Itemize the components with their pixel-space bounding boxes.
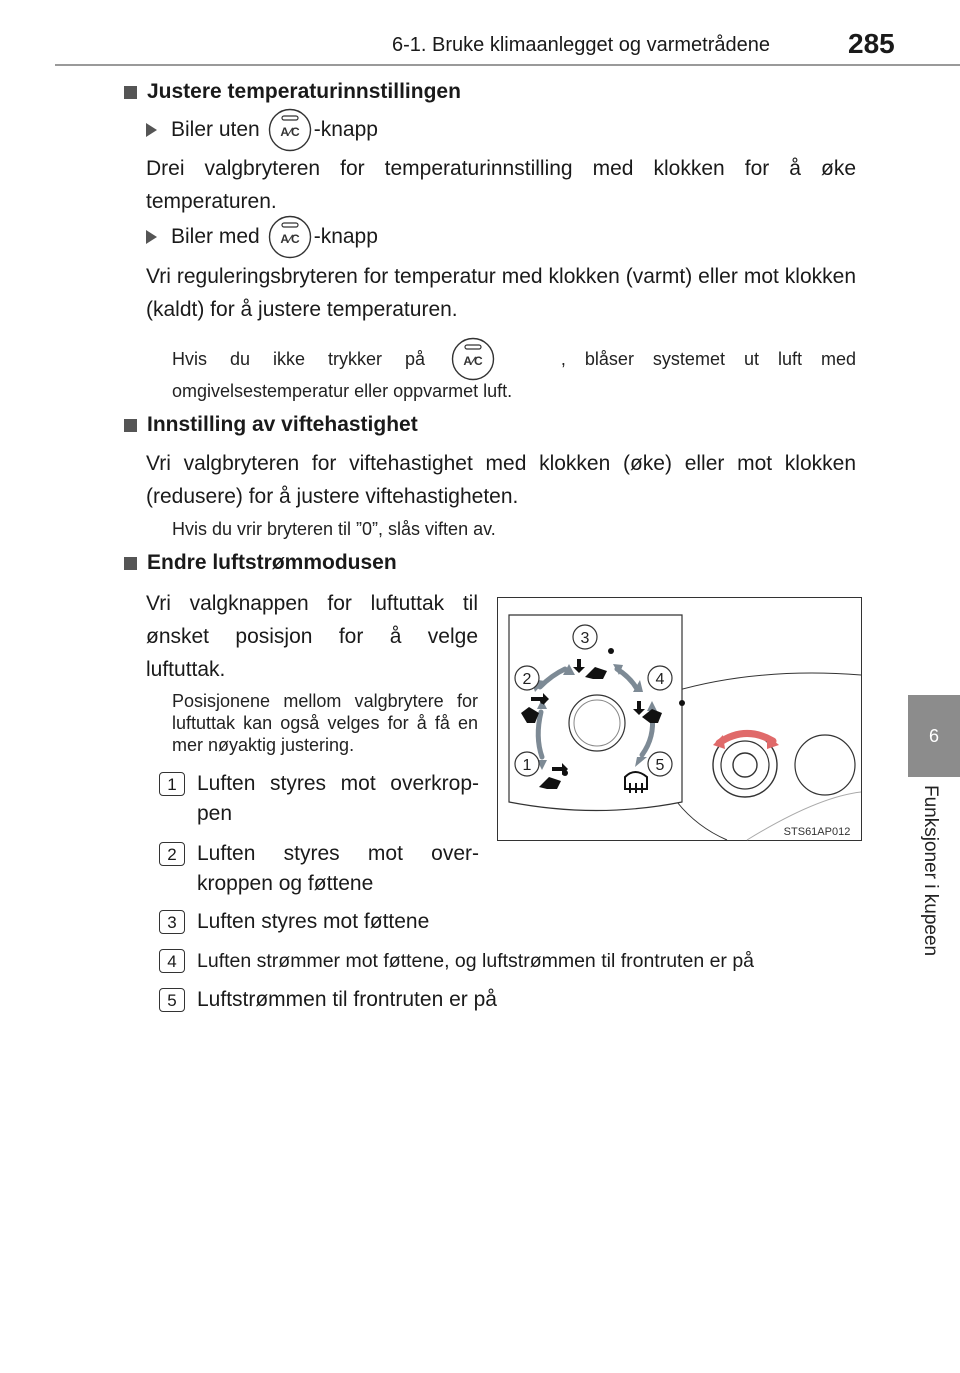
list-item xyxy=(159,907,499,937)
ac-button-icon xyxy=(451,337,495,381)
ac-button-icon xyxy=(268,108,312,152)
heading-fan: Innstilling av viftehastighet xyxy=(124,413,418,437)
item-text: Luftstrømmen til frontruten er på xyxy=(197,988,497,1011)
header-divider xyxy=(55,64,960,66)
svg-text:A∕C: A∕C xyxy=(280,232,300,246)
svg-text:A∕C: A∕C xyxy=(463,354,483,368)
list-item xyxy=(159,946,899,976)
triangle-bullet-icon xyxy=(146,230,157,244)
section-title: 6-1. Bruke klimaanlegget og varmetrådene xyxy=(392,34,770,56)
heading-airflow: Endre luftstrømmodusen xyxy=(124,551,397,575)
airflow-mode-illustration xyxy=(497,597,862,841)
figure-code: STS61AP012 xyxy=(783,826,851,838)
note-suffix: , blåser systemet ut luft med xyxy=(560,349,856,369)
page-number: 285 xyxy=(848,28,895,59)
item-text: Luften styres mot overkrop-pen xyxy=(197,772,479,825)
heading-square-icon xyxy=(124,557,137,570)
note-line-1: Hvis du ikke trykker på A∕C , blåser systemet ut luft med xyxy=(172,337,856,381)
item-number: 1 xyxy=(159,772,185,796)
list-item xyxy=(159,839,479,899)
item-number: 3 xyxy=(159,910,185,934)
chapter-tab: 6 xyxy=(908,695,960,777)
svg-text:A∕C: A∕C xyxy=(280,125,300,139)
paragraph-fan: Vri valgbryteren for viftehastighet med klokken (øke) eller mot klokken (redusere) for å justere viftehastigheten. xyxy=(146,452,856,508)
figure-label-5: 5 xyxy=(655,757,665,774)
note-fan: Hvis du vrir bryteren til ”0”, slås viften av. xyxy=(172,519,496,539)
figure-label-2: 2 xyxy=(522,671,532,688)
item-text: Luften strømmer mot føttene, og luftstrømmen til frontruten er på xyxy=(197,950,755,972)
figure-label-3: 3 xyxy=(580,630,590,647)
item-text: Luften styres mot føttene xyxy=(197,910,430,933)
item-number: 4 xyxy=(159,949,185,973)
note-suffix-continued: omgivelsestemperatur eller oppvarmet luft. xyxy=(172,381,513,401)
note-airflow: Posisjonene mellom valgbrytere for luftuttak kan også velges for å få en mer nøyaktig justering. xyxy=(172,691,478,755)
triangle-bullet-icon xyxy=(146,123,157,137)
item-text: Luften styres mot over-kroppen og føttene xyxy=(197,842,479,895)
ac-button-icon xyxy=(268,215,312,259)
bullet-with-ac: Biler med A∕C -knapp xyxy=(146,215,378,259)
chapter-tab-label: Funksjoner i kupeen xyxy=(920,785,941,957)
heading-temperature: Justere temperaturinnstillingen xyxy=(124,80,461,104)
bullet-without-ac: Biler uten A∕C -knapp xyxy=(146,108,378,152)
list-item xyxy=(159,769,479,829)
figure-label-4: 4 xyxy=(655,671,665,688)
paragraph-airflow: Vri valgknappen for luftuttak til ønsket posisjon for å velge luftuttak. xyxy=(146,592,478,681)
paragraph-with-ac: Vri reguleringsbryteren for temperatur med klokken (varmt) eller mot klokken (kaldt) for å justere temperaturen. xyxy=(146,265,856,321)
figure-label-1: 1 xyxy=(522,757,532,774)
item-number: 5 xyxy=(159,988,185,1012)
heading-square-icon xyxy=(124,86,137,99)
heading-square-icon xyxy=(124,419,137,432)
item-number: 2 xyxy=(159,842,185,866)
list-item xyxy=(159,985,659,1015)
paragraph-without-ac: Drei valgbryteren for temperaturinnstilling med klokken for å øke temperaturen. xyxy=(146,157,856,213)
